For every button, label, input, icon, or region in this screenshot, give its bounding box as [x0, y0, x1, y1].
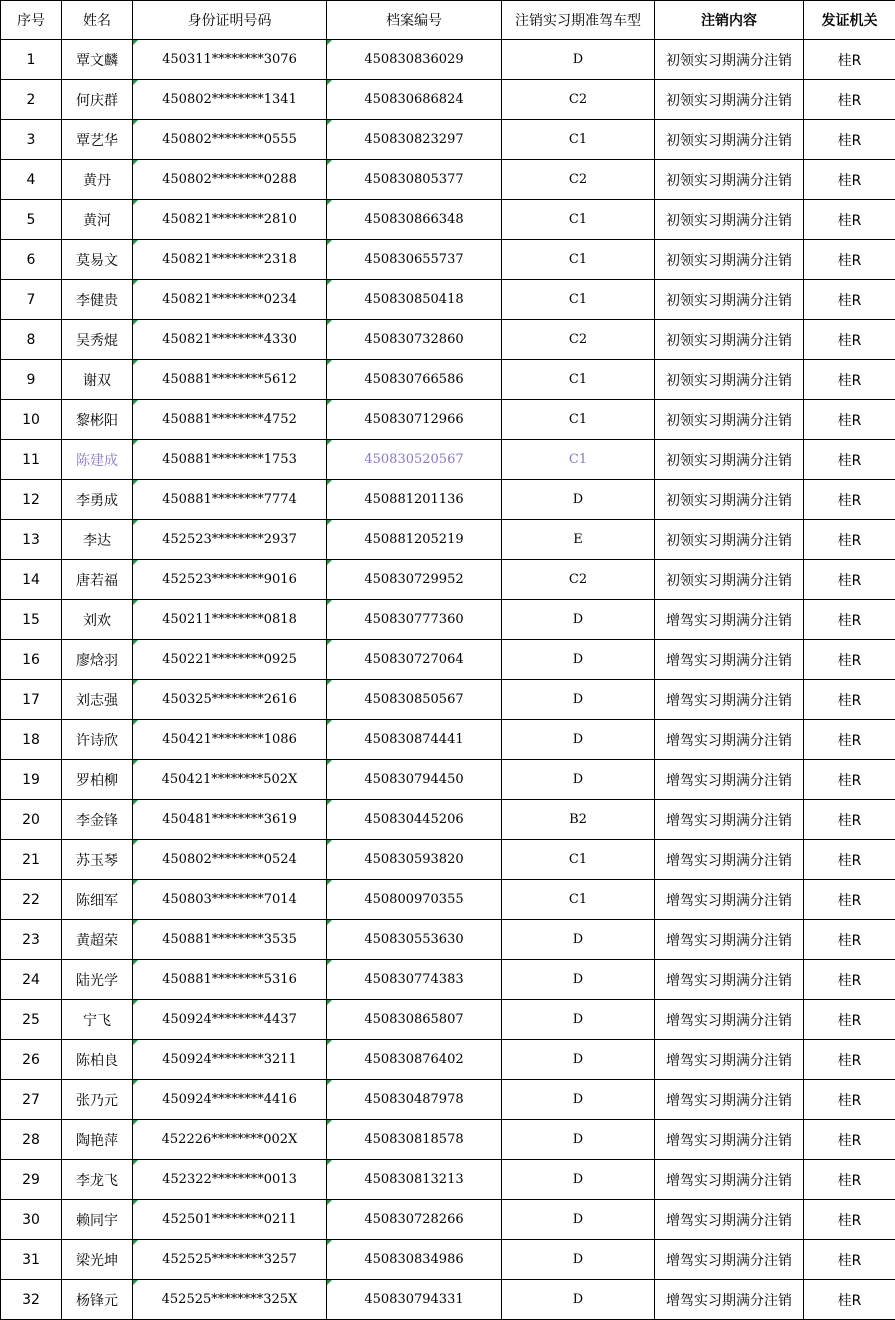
cell-id-number: 450924********3211 [133, 1040, 327, 1080]
cell-seq: 8 [1, 320, 62, 360]
cell-id-number: 450325********2616 [133, 680, 327, 720]
cell-file-number: 450830445206 [327, 800, 502, 840]
cell-content: 增驾实习期满分注销 [655, 1040, 804, 1080]
cell-content: 初领实习期满分注销 [655, 480, 804, 520]
cell-seq: 7 [1, 280, 62, 320]
table-row [1, 320, 895, 360]
cell-vehicle-type: D [502, 760, 655, 800]
cell-authority: 桂R [804, 920, 895, 960]
cell-file-number: 450830876402 [327, 1040, 502, 1080]
cell-vehicle-type: D [502, 1000, 655, 1040]
cell-id-number: 452226********002X [133, 1120, 327, 1160]
cell-name: 覃文麟 [62, 40, 133, 80]
cell-seq: 29 [1, 1160, 62, 1200]
cell-file-number: 450830732860 [327, 320, 502, 360]
cell-name: 黎彬阳 [62, 400, 133, 440]
cell-authority: 桂R [804, 280, 895, 320]
cell-seq: 17 [1, 680, 62, 720]
cell-content: 增驾实习期满分注销 [655, 880, 804, 920]
cell-id-number: 450881********4752 [133, 400, 327, 440]
table-row [1, 640, 895, 680]
cell-content: 初领实习期满分注销 [655, 400, 804, 440]
cell-file-number: 450830823297 [327, 120, 502, 160]
cell-seq: 4 [1, 160, 62, 200]
cell-content: 初领实习期满分注销 [655, 280, 804, 320]
cell-content: 增驾实习期满分注销 [655, 760, 804, 800]
cell-authority: 桂R [804, 720, 895, 760]
cell-content: 初领实习期满分注销 [655, 560, 804, 600]
cell-file-number: 450830728266 [327, 1200, 502, 1240]
cell-file-number: 450830686824 [327, 80, 502, 120]
table-row [1, 1080, 895, 1120]
cell-id-number: 452525********325X [133, 1280, 327, 1320]
cell-file-number: 450830766586 [327, 360, 502, 400]
cell-name: 刘志强 [62, 680, 133, 720]
cell-content: 增驾实习期满分注销 [655, 1280, 804, 1320]
cell-seq: 16 [1, 640, 62, 680]
cell-id-number: 450881********3535 [133, 920, 327, 960]
cell-authority: 桂R [804, 1280, 895, 1320]
table-row [1, 1280, 895, 1320]
header-row [1, 1, 895, 40]
cell-name: 杨锋元 [62, 1280, 133, 1320]
cell-vehicle-type: C1 [502, 280, 655, 320]
table-row [1, 880, 895, 920]
table-row [1, 1200, 895, 1240]
cell-content: 增驾实习期满分注销 [655, 1200, 804, 1240]
cell-authority: 桂R [804, 1120, 895, 1160]
cell-name: 唐若福 [62, 560, 133, 600]
cell-id-number: 450802********1341 [133, 80, 327, 120]
cell-content: 增驾实习期满分注销 [655, 720, 804, 760]
cell-file-number: 450800970355 [327, 880, 502, 920]
cell-content: 增驾实习期满分注销 [655, 1080, 804, 1120]
cell-seq: 11 [1, 440, 62, 480]
cell-file-number: 450830874441 [327, 720, 502, 760]
table-row [1, 280, 895, 320]
cell-content: 初领实习期满分注销 [655, 200, 804, 240]
cell-seq: 32 [1, 1280, 62, 1320]
cell-vehicle-type: C2 [502, 560, 655, 600]
cell-name: 陈细军 [62, 880, 133, 920]
cell-content: 初领实习期满分注销 [655, 120, 804, 160]
cell-name: 陈建成 [62, 440, 133, 480]
cell-vehicle-type: D [502, 600, 655, 640]
cell-file-number: 450830865807 [327, 1000, 502, 1040]
table-row [1, 840, 895, 880]
table-row [1, 760, 895, 800]
cell-authority: 桂R [804, 320, 895, 360]
cell-authority: 桂R [804, 1080, 895, 1120]
cell-vehicle-type: B2 [502, 800, 655, 840]
cell-name: 陈柏良 [62, 1040, 133, 1080]
cell-id-number: 450211********0818 [133, 600, 327, 640]
cell-id-number: 450821********2810 [133, 200, 327, 240]
cell-name: 李勇成 [62, 480, 133, 520]
cell-seq: 24 [1, 960, 62, 1000]
cell-vehicle-type: C1 [502, 840, 655, 880]
cell-authority: 桂R [804, 640, 895, 680]
cell-id-number: 450803********7014 [133, 880, 327, 920]
cell-file-number: 450830850418 [327, 280, 502, 320]
table-row [1, 920, 895, 960]
cell-file-number: 450830794450 [327, 760, 502, 800]
cell-vehicle-type: C1 [502, 880, 655, 920]
cell-name: 黄超荣 [62, 920, 133, 960]
cell-content: 增驾实习期满分注销 [655, 600, 804, 640]
cell-file-number: 450830655737 [327, 240, 502, 280]
cell-vehicle-type: C1 [502, 120, 655, 160]
cell-file-number: 450830729952 [327, 560, 502, 600]
header-content: 注销内容 [655, 1, 804, 40]
cell-file-number: 450830834986 [327, 1240, 502, 1280]
cell-content: 增驾实习期满分注销 [655, 1120, 804, 1160]
cell-seq: 18 [1, 720, 62, 760]
cell-name: 李健贵 [62, 280, 133, 320]
cell-seq: 14 [1, 560, 62, 600]
cell-name: 何庆群 [62, 80, 133, 120]
cell-vehicle-type: D [502, 1080, 655, 1120]
cell-authority: 桂R [804, 1040, 895, 1080]
cell-seq: 22 [1, 880, 62, 920]
cell-id-number: 450421********1086 [133, 720, 327, 760]
cell-authority: 桂R [804, 160, 895, 200]
cell-file-number: 450830520567 [327, 440, 502, 480]
cell-content: 增驾实习期满分注销 [655, 960, 804, 1000]
cell-id-number: 450821********0234 [133, 280, 327, 320]
cell-vehicle-type: C1 [502, 240, 655, 280]
cell-vehicle-type: D [502, 640, 655, 680]
cell-seq: 12 [1, 480, 62, 520]
cell-content: 初领实习期满分注销 [655, 40, 804, 80]
cell-authority: 桂R [804, 360, 895, 400]
cell-id-number: 450881********5612 [133, 360, 327, 400]
cell-name: 赖同宇 [62, 1200, 133, 1240]
table-row [1, 80, 895, 120]
cell-seq: 19 [1, 760, 62, 800]
cell-id-number: 450881********5316 [133, 960, 327, 1000]
cell-file-number: 450830774383 [327, 960, 502, 1000]
cell-name: 罗柏柳 [62, 760, 133, 800]
cell-authority: 桂R [804, 440, 895, 480]
cell-name: 刘欢 [62, 600, 133, 640]
table-row [1, 360, 895, 400]
cell-name: 张乃元 [62, 1080, 133, 1120]
cell-authority: 桂R [804, 80, 895, 120]
cell-content: 增驾实习期满分注销 [655, 1160, 804, 1200]
cell-file-number: 450830593820 [327, 840, 502, 880]
cell-seq: 27 [1, 1080, 62, 1120]
cell-vehicle-type: D [502, 1120, 655, 1160]
cell-content: 增驾实习期满分注销 [655, 800, 804, 840]
table-row [1, 240, 895, 280]
table-row [1, 1000, 895, 1040]
cell-vehicle-type: D [502, 960, 655, 1000]
header-file-number: 档案编号 [327, 1, 502, 40]
cell-authority: 桂R [804, 840, 895, 880]
cell-id-number: 452501********0211 [133, 1200, 327, 1240]
cell-authority: 桂R [804, 600, 895, 640]
cell-id-number: 450881********1753 [133, 440, 327, 480]
cell-id-number: 450821********2318 [133, 240, 327, 280]
cell-authority: 桂R [804, 680, 895, 720]
cell-file-number: 450830813213 [327, 1160, 502, 1200]
cell-authority: 桂R [804, 1000, 895, 1040]
cell-authority: 桂R [804, 400, 895, 440]
cell-authority: 桂R [804, 760, 895, 800]
cell-name: 吴秀焜 [62, 320, 133, 360]
cell-name: 李达 [62, 520, 133, 560]
cell-content: 增驾实习期满分注销 [655, 920, 804, 960]
cell-vehicle-type: C1 [502, 440, 655, 480]
cell-vehicle-type: D [502, 1240, 655, 1280]
cell-name: 廖焓羽 [62, 640, 133, 680]
cell-vehicle-type: D [502, 480, 655, 520]
cell-vehicle-type: C2 [502, 320, 655, 360]
table-row [1, 720, 895, 760]
cell-name: 李金锋 [62, 800, 133, 840]
table-row [1, 1160, 895, 1200]
table-row [1, 600, 895, 640]
cell-vehicle-type: C1 [502, 400, 655, 440]
cell-seq: 28 [1, 1120, 62, 1160]
table-row [1, 680, 895, 720]
cell-id-number: 452322********0013 [133, 1160, 327, 1200]
cell-name: 许诗欣 [62, 720, 133, 760]
cell-authority: 桂R [804, 240, 895, 280]
cell-name: 谢双 [62, 360, 133, 400]
table-row [1, 400, 895, 440]
cell-content: 初领实习期满分注销 [655, 320, 804, 360]
cell-vehicle-type: D [502, 720, 655, 760]
cell-vehicle-type: D [502, 1200, 655, 1240]
cell-name: 覃艺华 [62, 120, 133, 160]
cell-vehicle-type: D [502, 680, 655, 720]
cell-authority: 桂R [804, 1240, 895, 1280]
cell-seq: 2 [1, 80, 62, 120]
table-row [1, 960, 895, 1000]
table-row [1, 1040, 895, 1080]
cell-seq: 20 [1, 800, 62, 840]
cell-content: 初领实习期满分注销 [655, 520, 804, 560]
cell-content: 初领实习期满分注销 [655, 360, 804, 400]
cell-content: 增驾实习期满分注销 [655, 680, 804, 720]
cell-vehicle-type: C2 [502, 80, 655, 120]
table-row [1, 480, 895, 520]
cell-id-number: 450311********3076 [133, 40, 327, 80]
cell-file-number: 450830727064 [327, 640, 502, 680]
cell-file-number: 450830805377 [327, 160, 502, 200]
table-row [1, 440, 895, 480]
cell-name: 李龙飞 [62, 1160, 133, 1200]
cell-authority: 桂R [804, 480, 895, 520]
cell-vehicle-type: E [502, 520, 655, 560]
cell-vehicle-type: D [502, 1160, 655, 1200]
cell-id-number: 450421********502X [133, 760, 327, 800]
cell-authority: 桂R [804, 520, 895, 560]
cell-authority: 桂R [804, 1160, 895, 1200]
cell-file-number: 450830487978 [327, 1080, 502, 1120]
cell-file-number: 450881205219 [327, 520, 502, 560]
cell-seq: 31 [1, 1240, 62, 1280]
cell-content: 初领实习期满分注销 [655, 440, 804, 480]
cell-authority: 桂R [804, 200, 895, 240]
cell-file-number: 450830794331 [327, 1280, 502, 1320]
table-row [1, 800, 895, 840]
cell-name: 宁飞 [62, 1000, 133, 1040]
cell-content: 增驾实习期满分注销 [655, 1000, 804, 1040]
cell-name: 莫易文 [62, 240, 133, 280]
cell-seq: 6 [1, 240, 62, 280]
cell-id-number: 450802********0524 [133, 840, 327, 880]
cell-seq: 13 [1, 520, 62, 560]
cell-file-number: 450830850567 [327, 680, 502, 720]
cell-vehicle-type: D [502, 1040, 655, 1080]
cell-seq: 23 [1, 920, 62, 960]
cell-vehicle-type: C2 [502, 160, 655, 200]
table-row [1, 520, 895, 560]
cell-id-number: 450821********4330 [133, 320, 327, 360]
header-name: 姓名 [62, 1, 133, 40]
table-row [1, 200, 895, 240]
cell-seq: 3 [1, 120, 62, 160]
table-row [1, 1120, 895, 1160]
cell-authority: 桂R [804, 120, 895, 160]
table-row [1, 560, 895, 600]
cell-seq: 25 [1, 1000, 62, 1040]
cell-id-number: 452525********3257 [133, 1240, 327, 1280]
cell-content: 初领实习期满分注销 [655, 80, 804, 120]
cell-vehicle-type: D [502, 920, 655, 960]
cell-vehicle-type: D [502, 40, 655, 80]
cell-file-number: 450830553630 [327, 920, 502, 960]
cell-seq: 21 [1, 840, 62, 880]
cell-seq: 15 [1, 600, 62, 640]
table-body [1, 40, 895, 1320]
cell-content: 增驾实习期满分注销 [655, 640, 804, 680]
cell-vehicle-type: D [502, 1280, 655, 1320]
cell-content: 初领实习期满分注销 [655, 160, 804, 200]
cell-content: 增驾实习期满分注销 [655, 840, 804, 880]
cell-vehicle-type: C1 [502, 200, 655, 240]
header-seq: 序号 [1, 1, 62, 40]
cell-file-number: 450830712966 [327, 400, 502, 440]
header-vehicle-type: 注销实习期准驾车型 [502, 1, 655, 40]
cell-id-number: 450802********0288 [133, 160, 327, 200]
header-id-number: 身份证明号码 [133, 1, 327, 40]
cell-seq: 10 [1, 400, 62, 440]
cell-seq: 30 [1, 1200, 62, 1240]
cell-seq: 9 [1, 360, 62, 400]
cell-seq: 26 [1, 1040, 62, 1080]
cell-name: 黄丹 [62, 160, 133, 200]
cell-authority: 桂R [804, 880, 895, 920]
cell-file-number: 450830818578 [327, 1120, 502, 1160]
cell-authority: 桂R [804, 960, 895, 1000]
cell-name: 苏玉琴 [62, 840, 133, 880]
cell-id-number: 450881********7774 [133, 480, 327, 520]
cell-file-number: 450830836029 [327, 40, 502, 80]
cell-id-number: 450924********4416 [133, 1080, 327, 1120]
cell-id-number: 450924********4437 [133, 1000, 327, 1040]
cell-seq: 5 [1, 200, 62, 240]
header-authority: 发证机关 [804, 1, 895, 40]
cell-name: 梁光坤 [62, 1240, 133, 1280]
cell-name: 黄河 [62, 200, 133, 240]
cell-vehicle-type: C1 [502, 360, 655, 400]
cell-id-number: 450802********0555 [133, 120, 327, 160]
table-row [1, 40, 895, 80]
cell-name: 陆光学 [62, 960, 133, 1000]
table-row [1, 160, 895, 200]
table-row [1, 120, 895, 160]
cell-file-number: 450881201136 [327, 480, 502, 520]
cell-id-number: 452523********2937 [133, 520, 327, 560]
cell-id-number: 450221********0925 [133, 640, 327, 680]
cell-file-number: 450830777360 [327, 600, 502, 640]
cell-authority: 桂R [804, 800, 895, 840]
cell-authority: 桂R [804, 1200, 895, 1240]
cell-id-number: 452523********9016 [133, 560, 327, 600]
cell-name: 陶艳萍 [62, 1120, 133, 1160]
cell-file-number: 450830866348 [327, 200, 502, 240]
table-row [1, 1240, 895, 1280]
cell-content: 初领实习期满分注销 [655, 240, 804, 280]
cell-id-number: 450481********3619 [133, 800, 327, 840]
cell-seq: 1 [1, 40, 62, 80]
cell-content: 增驾实习期满分注销 [655, 1240, 804, 1280]
cell-authority: 桂R [804, 560, 895, 600]
cell-authority: 桂R [804, 40, 895, 80]
